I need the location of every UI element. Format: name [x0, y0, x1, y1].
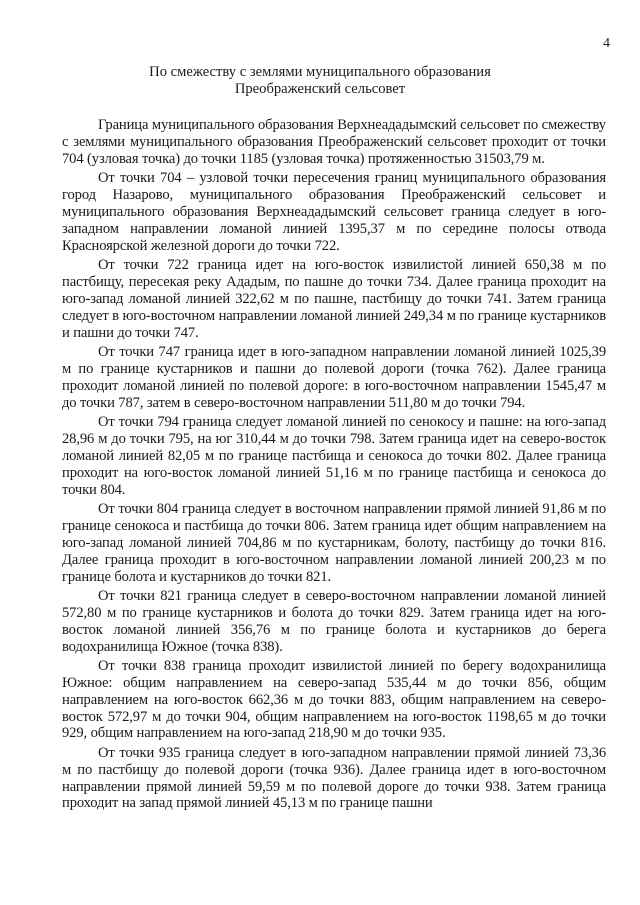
- paragraph: От точки 804 граница следует в восточном направлении прямой линией 91,86 м по границе сенокоса и пастбища до точки 806. Затем граница идет общим направлением на юго-запад ломаной линией 704,86 м по кустарникам, болоту, пастбищу до точки 816. Далее граница проходит в юго-восточном направлении ломаной линией 200,23 м по границе болота и кустарников до точки 821.: [62, 500, 606, 585]
- paragraph: От точки 821 граница следует в северо-восточном направлении ломаной линией 572,80 м по границе кустарников и болота до точки 829. Затем граница идет на юго-восток ломаной линией 356,76 м по границе болота и кустарников до берега водохранилища Южное (точка 838).: [62, 587, 606, 655]
- paragraph: От точки 747 граница идет в юго-западном направлении ломаной линией 1025,39 м по границе кустарников и пашни до полевой дороги (точка 762). Далее граница проходит ломаной линией по полевой дороге: в юго-восточном направлении 1545,47 м до точки 787, затем в северо-восточном направлении 511,80 м до точки 794.: [62, 343, 606, 411]
- paragraph: От точки 935 граница следует в юго-западном направлении прямой линией 73,36 м по пастбищу до полевой дороги (точка 936). Далее граница идет в юго-восточном направлении прямой линией 59,59 м по полевой дороге до точки 938. Затем граница проходит на запад прямой линией 45,13 м по границе пашни: [62, 744, 606, 812]
- paragraph: Граница муниципального образования Верхнеададымский сельсовет по смежеству с землями муниципального образования Преображенский сельсовет проходит от точки 704 (узловая точка) до точки 1185 (узловая точка) протяженностью 31503,79 м.: [62, 117, 606, 167]
- paragraph: От точки 704 – узловой точки пересечения границ муниципального образования город Назарово, муниципального образования Преображенский сельсовет и муниципального образования Верхнеададымский сельсовет граница следует в юго-западном направлении ломаной линией 1395,37 м по середине полосы отвода Красноярской железной дороги до точки 722.: [62, 170, 606, 254]
- heading-line-1: По смежеству с землями муниципального образования: [149, 64, 491, 80]
- body-text: [62, 117, 606, 815]
- page-number: 4: [603, 36, 610, 51]
- paragraph: От точки 794 граница следует ломаной линией по сенокосу и пашне: на юго-запад 28,96 м до точки 795, на юг 310,44 м до точки 798. Затем граница идет на северо-восток ломаной линией 82,05 м по границе пастбища и сенокоса до точки 802. Далее граница проходит на юго-восток ломаной линией 51,16 м по границе пастбища и сенокоса до точки 804.: [62, 413, 606, 498]
- section-heading: [0, 64, 640, 98]
- heading-line-2: Преображенский сельсовет: [234, 81, 406, 97]
- paragraph: От точки 722 граница идет на юго-восток извилистой линией 650,38 м по пастбищу, пересекая реку Ададым, по пашне до точки 734. Далее граница проходит на юго-запад ломаной линией 322,62 м по пашне, пастбищу до точки 741. Затем граница следует в юго-восточном направлении ломаной линией 249,34 м по границе кустарников и пашни до точки 747.: [62, 257, 606, 341]
- paragraph: От точки 838 граница проходит извилистой линией по берегу водохранилища Южное: общим направлением на северо-запад 535,44 м до точки 856, общим направлением на юго-восток 662,36 м до точки 883, общим направлением на северо-восток 572,97 м до точки 904, общим направлением на юго-восток 1198,65 м до точки 929, общим направлением на юго-запад 218,90 м до точки 935.: [62, 657, 606, 742]
